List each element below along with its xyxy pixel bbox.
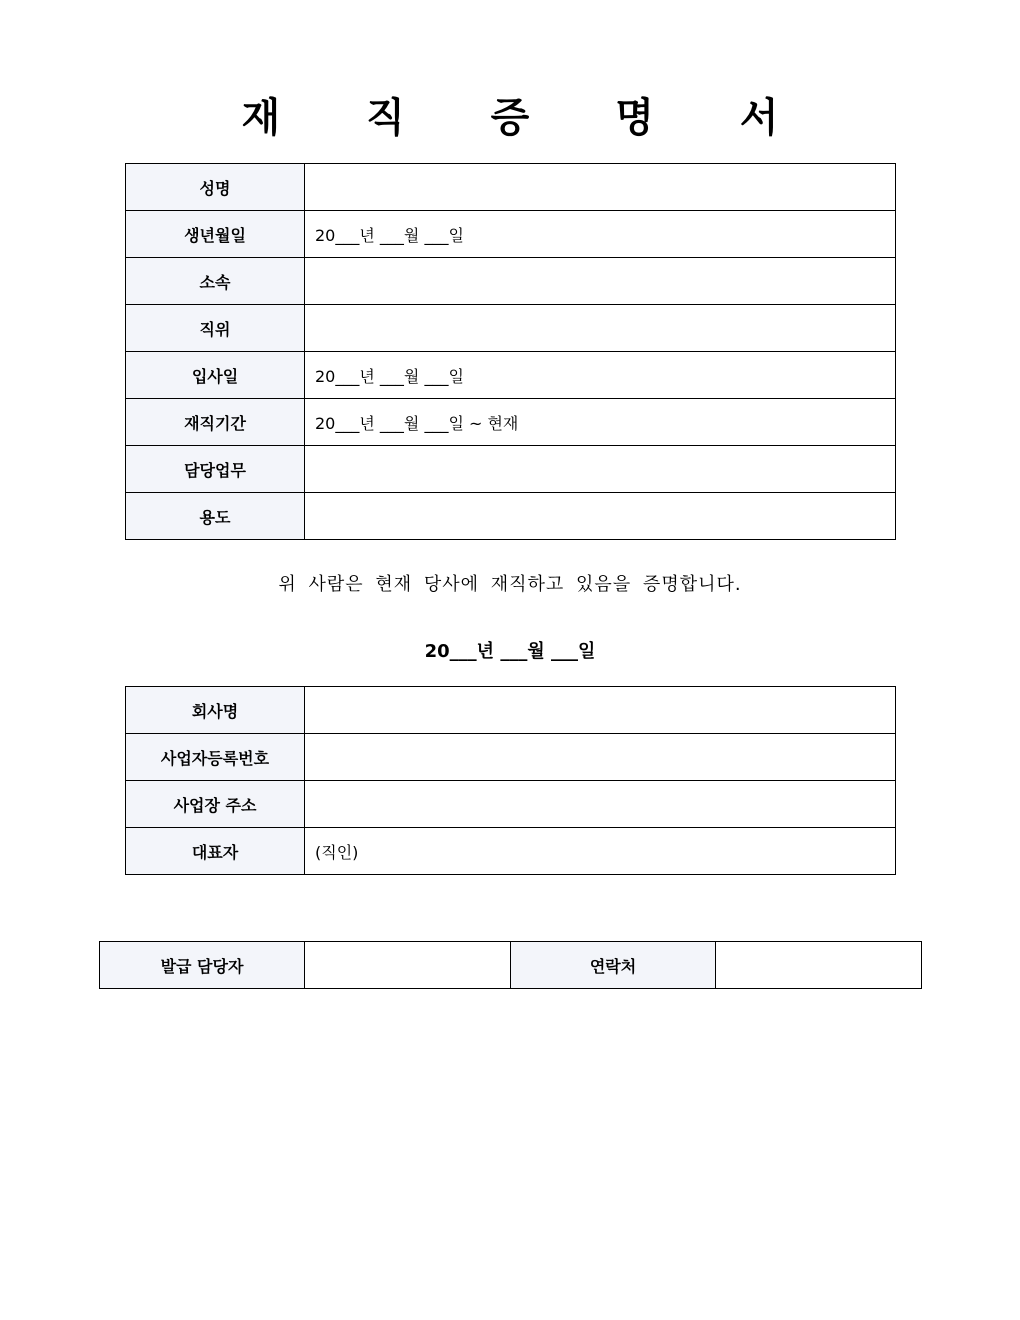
issuer-field[interactable] <box>305 942 511 989</box>
table-row <box>126 446 896 493</box>
hire-date-field[interactable]: 20___년 ___월 ___일 <box>305 352 896 399</box>
department-field[interactable] <box>305 258 896 305</box>
position-label: 직위 <box>126 305 305 352</box>
table-row <box>126 352 896 399</box>
table-row <box>126 493 896 540</box>
department-label: 소속 <box>126 258 305 305</box>
duties-field[interactable] <box>305 446 896 493</box>
birthdate-field[interactable]: 20___년 ___월 ___일 <box>305 211 896 258</box>
business-address-label: 사업장 주소 <box>126 781 305 828</box>
company-info-table <box>125 686 896 875</box>
business-number-field[interactable] <box>305 734 896 781</box>
contact-field[interactable] <box>716 942 922 989</box>
business-number-label: 사업자등록번호 <box>126 734 305 781</box>
employment-period-field[interactable]: 20___년 ___월 ___일 ~ 현재 <box>305 399 896 446</box>
duties-label: 담당업무 <box>126 446 305 493</box>
position-field[interactable] <box>305 305 896 352</box>
representative-field[interactable]: (직인) <box>305 828 896 875</box>
table-row <box>126 399 896 446</box>
table-row <box>126 687 896 734</box>
table-row <box>100 942 922 989</box>
purpose-field[interactable] <box>305 493 896 540</box>
representative-label: 대표자 <box>126 828 305 875</box>
company-name-label: 회사명 <box>126 687 305 734</box>
company-name-field[interactable] <box>305 687 896 734</box>
table-row <box>126 305 896 352</box>
name-label: 성명 <box>126 164 305 211</box>
employee-info-table <box>125 163 896 540</box>
table-row <box>126 828 896 875</box>
issue-date[interactable]: 20___년 ___월 ___일 <box>424 641 596 662</box>
employment-period-label: 재직기간 <box>126 399 305 446</box>
table-row <box>126 164 896 211</box>
business-address-field[interactable] <box>305 781 896 828</box>
name-field[interactable] <box>305 164 896 211</box>
hire-date-label: 입사일 <box>126 352 305 399</box>
issuer-table <box>99 941 922 989</box>
table-row <box>126 258 896 305</box>
table-row <box>126 781 896 828</box>
table-row <box>126 211 896 258</box>
certification-statement: 위 사람은 현재 당사에 재직하고 있음을 증명합니다. <box>278 574 742 595</box>
birthdate-label: 생년월일 <box>126 211 305 258</box>
issuer-label: 발급 담당자 <box>100 942 305 989</box>
purpose-label: 용도 <box>126 493 305 540</box>
table-row <box>126 734 896 781</box>
document-title: 재 직 증 명 서 <box>241 95 815 141</box>
contact-label: 연락처 <box>511 942 716 989</box>
